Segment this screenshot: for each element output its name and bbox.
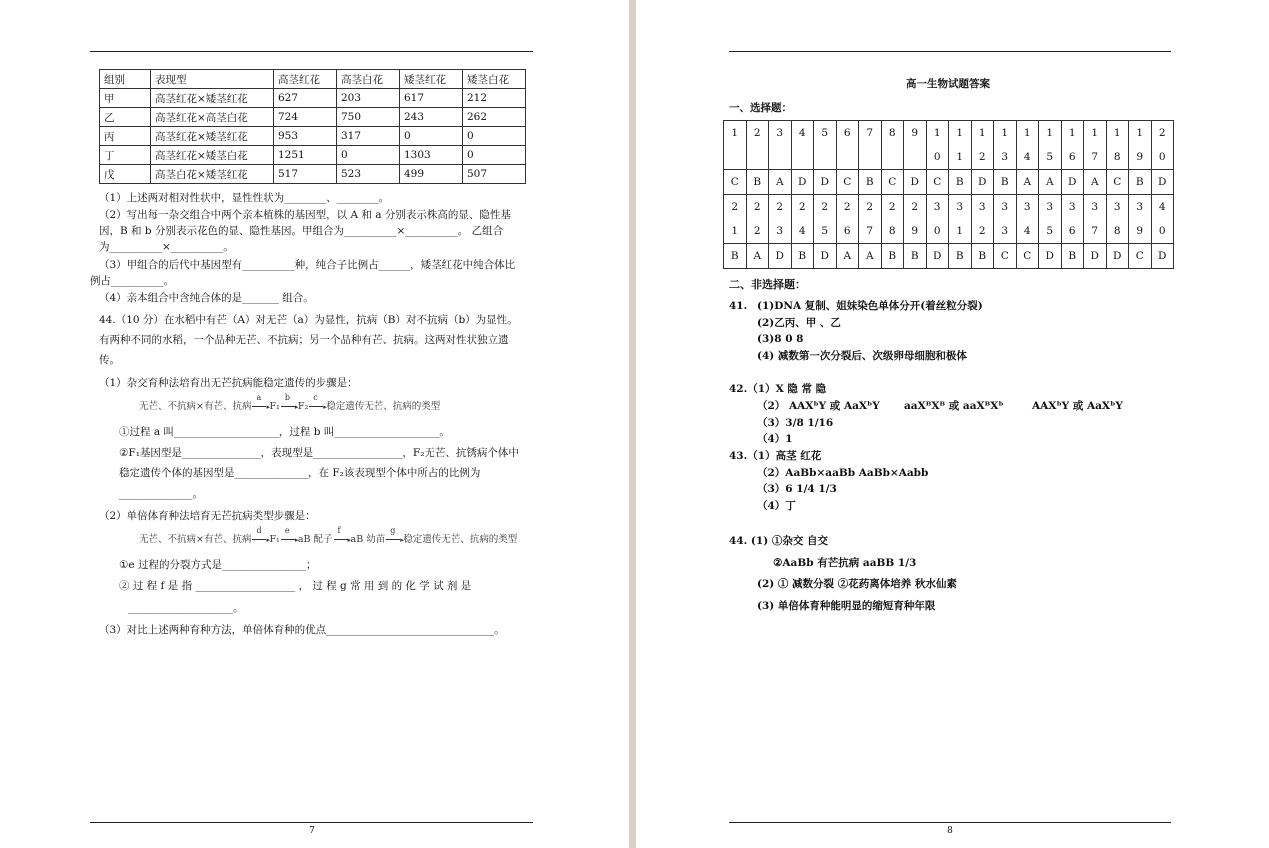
table-header-cell: 表现型 xyxy=(151,70,274,89)
question-number-cell: 5 xyxy=(1039,219,1062,244)
question-number-cell: 8 xyxy=(881,219,904,244)
answer-line: （4）1 xyxy=(757,433,793,445)
table-cell: 523 xyxy=(337,165,400,184)
question-number-cell: 3 xyxy=(994,145,1017,170)
question-line: （2）单倍体育种法培育无芒抗病类型步骤是： xyxy=(99,510,316,522)
arrow-label: d xyxy=(256,526,262,535)
flow-step: 无芒、不抗病×有芒、抗病 xyxy=(139,401,252,412)
question-number-cell: 4 xyxy=(1151,195,1174,220)
question-number-cell: 3 xyxy=(994,195,1017,220)
answer-cell: D xyxy=(971,170,994,195)
question-number-cell: 6 xyxy=(1061,219,1084,244)
answer-title: 高一生物试题答案 xyxy=(906,78,990,90)
answer-cell: A xyxy=(769,170,792,195)
question-number-cell xyxy=(791,145,814,170)
table-cell: 0 xyxy=(463,127,526,146)
question-number-cell: 2 xyxy=(791,195,814,220)
section-heading: 二、非选择题： xyxy=(729,278,806,291)
question-line: 例占__________。 xyxy=(90,275,174,287)
answer-cell: C xyxy=(724,170,747,195)
question-number-cell xyxy=(904,145,927,170)
question-number-cell: 1 xyxy=(949,121,972,146)
question-number-cell: 6 xyxy=(1061,145,1084,170)
arrow-icon: e ▸ xyxy=(281,533,297,547)
question-number-row xyxy=(724,219,1174,244)
question-line: ____________________。 xyxy=(128,602,244,614)
answer-line: （3）3/8 1/16 xyxy=(757,417,834,429)
table-cell: 262 xyxy=(463,108,526,127)
table-cell: 203 xyxy=(337,89,400,108)
question-number-cell xyxy=(836,145,859,170)
question-number-cell: 1 xyxy=(949,145,972,170)
answer-cell: A xyxy=(746,244,769,269)
question-number-cell: 2 xyxy=(746,121,769,146)
question-line: ①e 过程的分裂方式是________________； xyxy=(119,559,317,571)
answer-cell: D xyxy=(1039,244,1062,269)
answer-line: 43.（1）高茎 红花 xyxy=(729,450,822,462)
question-number-cell: 7 xyxy=(1084,145,1107,170)
arrow-icon: f ▸ xyxy=(334,533,350,547)
table-row xyxy=(100,146,526,165)
question-line: 44.（10 分）在水稻中有芒（A）对无芒（a）为显性，抗病（B）对不抗病（b）为显性。 xyxy=(99,314,518,326)
question-number-cell: 4 xyxy=(791,219,814,244)
question-number-row xyxy=(724,121,1174,146)
question-number-cell: 8 xyxy=(1106,219,1129,244)
arrow-icon: g ▸ xyxy=(386,533,402,547)
table-cell: 0 xyxy=(400,127,463,146)
answer-cell: D xyxy=(904,170,927,195)
question-number-cell: 4 xyxy=(1016,145,1039,170)
question-line: 为__________×__________。 xyxy=(99,241,234,253)
question-number-cell: 1 xyxy=(926,121,949,146)
question-line: （1）杂交育种法培育出无芒抗病能稳定遗传的步骤是： xyxy=(99,377,358,389)
table-row xyxy=(100,108,526,127)
answer-cell: B xyxy=(746,170,769,195)
answer-line: （2）AaBb×aaBb AaBb×Aabb xyxy=(757,467,929,479)
header-rule xyxy=(90,51,533,52)
question-number-cell: 0 xyxy=(1151,145,1174,170)
answer-line: （3）6 1/4 1/3 xyxy=(757,483,837,495)
question-number-cell: 3 xyxy=(926,195,949,220)
question-number-cell: 2 xyxy=(769,195,792,220)
table-cell: 1303 xyxy=(400,146,463,165)
answer-line: 41. xyxy=(729,300,748,312)
question-line: 稳定遗传个体的基因型是______________，在 F₂该表现型个体中所占的比例为 xyxy=(119,467,481,479)
question-line: （1）上述两对相对性状中，显性性状为________、________。 xyxy=(99,192,390,204)
question-number-cell: 4 xyxy=(791,121,814,146)
answer-cell: C xyxy=(926,170,949,195)
answer-cell: C xyxy=(836,170,859,195)
question-number-cell: 3 xyxy=(769,121,792,146)
table-header-cell: 矮茎白花 xyxy=(463,70,526,89)
answer-cell: B xyxy=(791,244,814,269)
question-number-cell: 1 xyxy=(1039,121,1062,146)
question-number-cell xyxy=(814,145,837,170)
answer-line: aaXᴮXᴮ 或 aaXᴮXᵇ xyxy=(904,400,1004,412)
flow-step: 无芒、不抗病×有芒、抗病 xyxy=(139,534,252,545)
answer-cell: C xyxy=(1106,170,1129,195)
flow-step: F₂ xyxy=(297,401,309,412)
arrow-icon: d ▸ xyxy=(252,533,268,547)
table-cell: 724 xyxy=(274,108,337,127)
arrow-label: f xyxy=(337,526,341,535)
question-number-cell: 2 xyxy=(859,195,882,220)
table-cell: 953 xyxy=(274,127,337,146)
answer-cell: A xyxy=(1039,170,1062,195)
question-number-cell: 2 xyxy=(904,195,927,220)
flow-step: aB 配子 xyxy=(297,534,333,545)
question-line: （3）甲组合的后代中基因型有__________种，纯合子比例占______，矮茎红花中纯合体比 xyxy=(99,259,516,271)
question-number-cell: 5 xyxy=(1039,145,1062,170)
question-number-cell: 1 xyxy=(971,121,994,146)
table-cell: 乙 xyxy=(100,108,151,127)
flow-step: F₁ xyxy=(269,401,280,412)
question-number-cell: 3 xyxy=(1061,195,1084,220)
footer-rule xyxy=(729,822,1171,823)
answer-cell: B xyxy=(859,170,882,195)
answer-line: (3) 单倍体育种能明显的缩短育种年限 xyxy=(757,600,936,612)
question-number-cell: 1 xyxy=(724,121,747,146)
answer-line: 42.（1）X 隐 常 隐 xyxy=(729,383,827,395)
question-number-cell: 4 xyxy=(1016,219,1039,244)
answer-cell: D xyxy=(1151,244,1174,269)
answer-cell: B xyxy=(1129,170,1152,195)
question-line: ② 过 程 f 是 指 ___________________ ， 过 程 g 常 用 到 的 化 学 试 剂 是 xyxy=(119,580,472,592)
answer-line: ②AaBb 有芒抗病 aaBB 1/3 xyxy=(773,557,917,569)
question-number-cell: 8 xyxy=(881,121,904,146)
question-line: ②F₁基因型是_______________，表现型是_________________，F₂无芒、抗锈病个体中 xyxy=(119,447,519,459)
question-number-cell: 7 xyxy=(1084,219,1107,244)
table-header-cell: 高茎白花 xyxy=(337,70,400,89)
answer-cell: A xyxy=(1016,170,1039,195)
answer-row xyxy=(724,244,1174,269)
question-number-cell: 2 xyxy=(971,145,994,170)
table-cell: 高茎红花×矮茎红花 xyxy=(151,127,274,146)
question-number-cell: 7 xyxy=(859,121,882,146)
question-number-cell xyxy=(859,145,882,170)
table-cell: 0 xyxy=(463,146,526,165)
question-number-cell xyxy=(724,145,747,170)
question-number-cell: 0 xyxy=(926,145,949,170)
question-number-cell: 2 xyxy=(746,219,769,244)
question-number-cell: 1 xyxy=(1106,121,1129,146)
question-number-cell xyxy=(746,145,769,170)
flow-step: F₁ xyxy=(269,534,280,545)
breeding-flow-1 xyxy=(139,393,441,414)
question-line: （4）亲本组合中含纯合体的是_______ 组合。 xyxy=(99,292,314,304)
table-cell: 0 xyxy=(337,146,400,165)
answer-line: (4) 减数第一次分裂后、次级卵母细胞和极体 xyxy=(757,350,967,362)
table-cell: 243 xyxy=(400,108,463,127)
answer-cell: B xyxy=(949,244,972,269)
table-cell: 617 xyxy=(400,89,463,108)
question-number-cell xyxy=(769,145,792,170)
table-cell: 317 xyxy=(337,127,400,146)
table-header-cell: 组别 xyxy=(100,70,151,89)
answer-cell: D xyxy=(926,244,949,269)
header-rule xyxy=(729,51,1171,52)
question-line: 传。 xyxy=(99,354,120,366)
question-number-row xyxy=(724,145,1174,170)
arrow-label: b xyxy=(284,393,290,402)
arrow-icon: b ▸ xyxy=(281,400,297,414)
answer-cell: C xyxy=(1016,244,1039,269)
choice-answer-table xyxy=(723,120,1174,269)
table-cell: 戊 xyxy=(100,165,151,184)
breeding-flow-2 xyxy=(139,526,518,547)
answer-cell: A xyxy=(836,244,859,269)
answer-cell: D xyxy=(1061,170,1084,195)
question-number-cell: 8 xyxy=(1106,145,1129,170)
table-cell: 507 xyxy=(463,165,526,184)
question-number-cell: 2 xyxy=(836,195,859,220)
page-number: 7 xyxy=(309,826,315,836)
question-number-cell: 9 xyxy=(904,121,927,146)
answer-line: （4）丁 xyxy=(757,500,796,512)
answer-line: (2)乙丙、甲 、乙 xyxy=(757,317,841,329)
answer-cell: B xyxy=(994,170,1017,195)
answer-cell: A xyxy=(1084,170,1107,195)
question-number-cell: 0 xyxy=(926,219,949,244)
question-number-cell: 2 xyxy=(814,195,837,220)
answer-cell: B xyxy=(949,170,972,195)
page-right xyxy=(636,0,1269,848)
table-cell: 750 xyxy=(337,108,400,127)
question-number-cell: 3 xyxy=(1084,195,1107,220)
question-number-cell: 7 xyxy=(859,219,882,244)
question-number-cell: 2 xyxy=(1151,121,1174,146)
arrow-label: a xyxy=(256,393,262,402)
question-line: （2）写出每一杂交组合中两个亲本植株的基因型，以 A 和 a 分别表示株高的显、隐性基 xyxy=(99,209,511,221)
flow-step: aB 幼苗 xyxy=(350,534,386,545)
question-number-cell: 1 xyxy=(1016,121,1039,146)
arrow-label: c xyxy=(313,393,318,402)
section-heading: 一、选择题： xyxy=(729,102,792,114)
question-number-cell: 2 xyxy=(881,195,904,220)
question-number-cell: 9 xyxy=(904,219,927,244)
answer-cell: A xyxy=(859,244,882,269)
table-header-cell: 矮茎红花 xyxy=(400,70,463,89)
question-number-cell: 3 xyxy=(1016,195,1039,220)
question-line: ______________。 xyxy=(119,488,203,500)
table-cell: 212 xyxy=(463,89,526,108)
answer-cell: D xyxy=(1106,244,1129,269)
table-cell: 517 xyxy=(274,165,337,184)
answer-cell: D xyxy=(769,244,792,269)
flow-step: 稳定遗传无芒、抗病的类型 xyxy=(326,401,441,412)
question-line: 因，B 和 b 分别表示花色的显、隐性基因。甲组合为__________×__________。 乙组合 xyxy=(99,225,504,237)
table-cell: 高茎红花×高茎白花 xyxy=(151,108,274,127)
question-number-cell: 1 xyxy=(1061,121,1084,146)
answer-cell: C xyxy=(1129,244,1152,269)
answer-cell: B xyxy=(904,244,927,269)
question-number-cell: 3 xyxy=(971,195,994,220)
answer-line: (1)DNA 复制、姐妹染色单体分开(着丝粒分裂) xyxy=(757,300,983,312)
table-cell: 高茎红花×矮茎红花 xyxy=(151,89,274,108)
question-number-cell: 5 xyxy=(814,121,837,146)
table-cell: 丙 xyxy=(100,127,151,146)
answer-line: AAXᵇY 或 AaXᵇY xyxy=(1032,400,1123,412)
answer-cell: D xyxy=(1151,170,1174,195)
table-cell: 高茎白花×矮茎红花 xyxy=(151,165,274,184)
table-header-cell: 高茎红花 xyxy=(274,70,337,89)
question-number-cell: 3 xyxy=(1106,195,1129,220)
table-row xyxy=(100,127,526,146)
answer-cell: D xyxy=(1084,244,1107,269)
question-number-cell: 3 xyxy=(1129,195,1152,220)
arrow-label: g xyxy=(390,526,396,535)
question-number-cell: 1 xyxy=(994,121,1017,146)
question-number-cell: 9 xyxy=(1129,145,1152,170)
question-number-cell: 2 xyxy=(724,195,747,220)
table-cell: 丁 xyxy=(100,146,151,165)
answer-line: (2) ① 减数分裂 ②花药离体培养 秋水仙素 xyxy=(757,578,957,590)
table-header-row xyxy=(100,70,526,89)
footer-rule xyxy=(90,822,533,823)
table-row xyxy=(100,165,526,184)
page-left xyxy=(0,0,629,848)
table-cell: 高茎红花×矮茎白花 xyxy=(151,146,274,165)
answer-cell: B xyxy=(1061,244,1084,269)
question-line: （3）对比上述两种育种方法，单倍体育种的优点________________________________。 xyxy=(99,624,505,636)
question-number-cell: 5 xyxy=(814,219,837,244)
question-number-cell xyxy=(881,145,904,170)
question-number-cell: 1 xyxy=(949,219,972,244)
answer-cell: D xyxy=(791,170,814,195)
answer-cell: C xyxy=(994,244,1017,269)
answer-row xyxy=(724,170,1174,195)
answer-cell: C xyxy=(881,170,904,195)
table-cell: 甲 xyxy=(100,89,151,108)
arrow-label: e xyxy=(284,526,290,535)
table-row xyxy=(100,89,526,108)
question-number-cell: 9 xyxy=(1129,219,1152,244)
question-line: 有两种不同的水稻，一个品种无芒、不抗病；另一个品种有芒、抗病。这两对性状独立遗 xyxy=(99,334,509,346)
page-number: 8 xyxy=(947,826,953,836)
question-line: ①过程 a 叫____________________，过程 b 叫____________________。 xyxy=(119,426,450,438)
arrow-icon: a ▸ xyxy=(252,400,268,414)
answer-line: （2） AAXᵇY 或 AaXᵇY xyxy=(757,400,880,412)
answer-line: (3)8 0 8 xyxy=(757,333,804,345)
answer-line: 44. (1) ①杂交 自交 xyxy=(729,535,828,547)
answer-cell: D xyxy=(814,244,837,269)
question-number-cell: 1 xyxy=(1129,121,1152,146)
question-number-cell: 1 xyxy=(724,219,747,244)
question-number-cell: 3 xyxy=(1039,195,1062,220)
answer-cell: B xyxy=(724,244,747,269)
question-number-cell: 6 xyxy=(836,121,859,146)
cross-results-table xyxy=(99,69,526,184)
question-number-cell: 2 xyxy=(971,219,994,244)
question-number-cell: 1 xyxy=(1084,121,1107,146)
question-number-cell: 6 xyxy=(836,219,859,244)
arrow-icon: c ▸ xyxy=(309,400,325,414)
question-number-cell: 3 xyxy=(994,219,1017,244)
question-number-cell: 0 xyxy=(1151,219,1174,244)
table-cell: 627 xyxy=(274,89,337,108)
answer-cell: B xyxy=(881,244,904,269)
answer-cell: B xyxy=(971,244,994,269)
question-number-cell: 3 xyxy=(769,219,792,244)
answer-cell: D xyxy=(814,170,837,195)
question-number-row xyxy=(724,195,1174,220)
flow-step: 稳定遗传无芒、抗病的类型 xyxy=(403,534,518,545)
table-cell: 1251 xyxy=(274,146,337,165)
question-number-cell: 2 xyxy=(746,195,769,220)
table-cell: 499 xyxy=(400,165,463,184)
question-number-cell: 3 xyxy=(949,195,972,220)
